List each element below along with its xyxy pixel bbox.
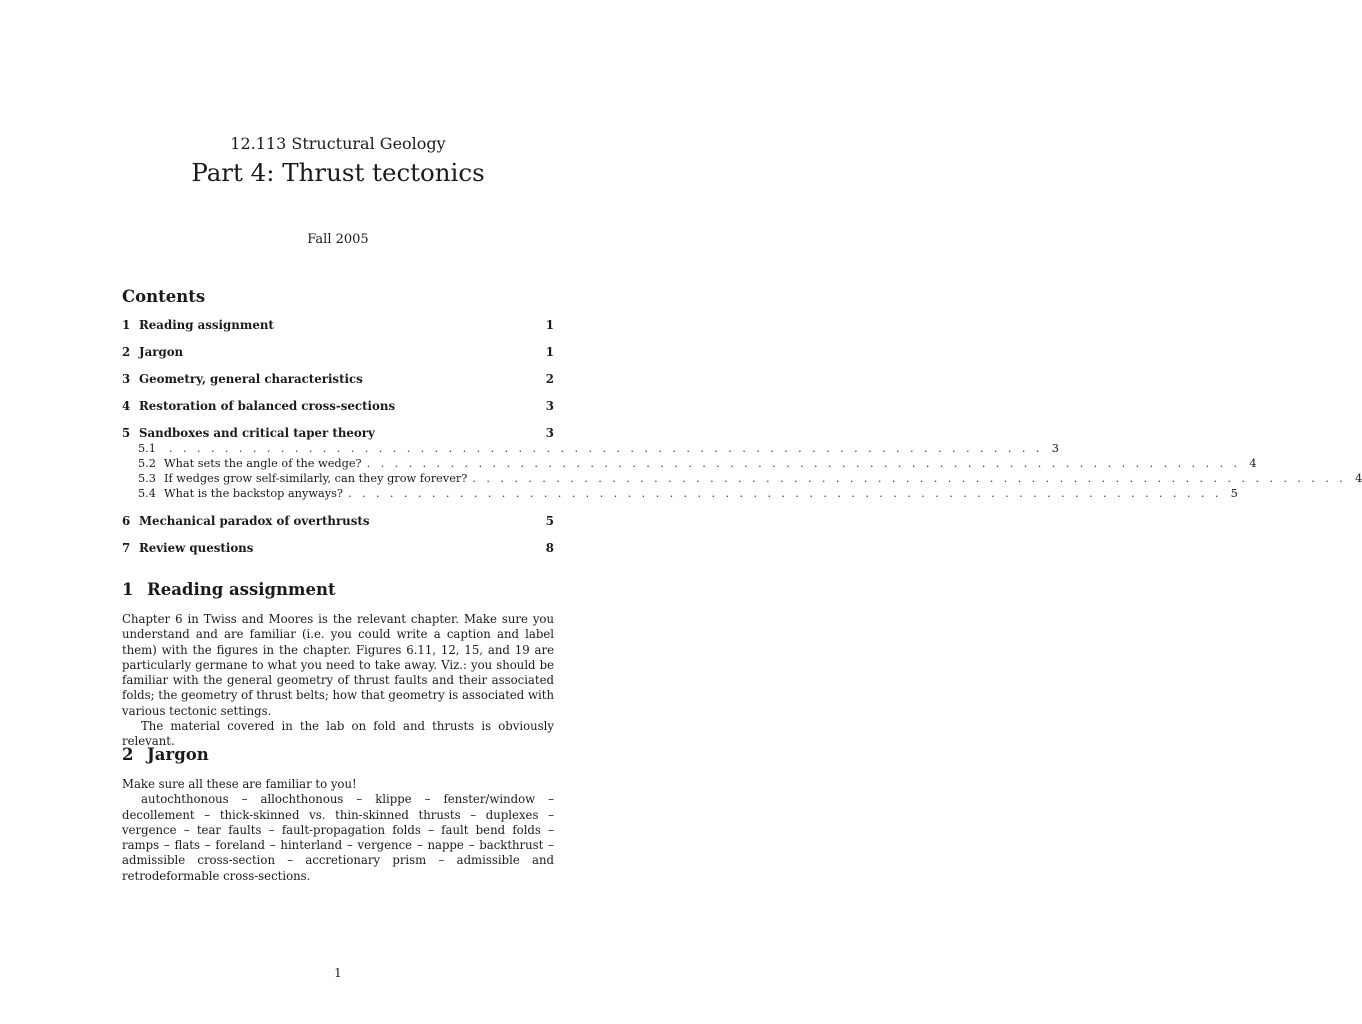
toc-entry[interactable] — [122, 318, 554, 332]
toc-subentry-number: 5.2 — [138, 457, 156, 470]
toc-leader-dots: . . . . . . . . . . . . . . . . . . . . . . . . . . . . . . . . . . . . . . . . . . . . . . . . . . . . . . . . . . . . . . . — [366, 457, 1241, 470]
toc-entry-title: Jargon — [139, 345, 184, 359]
toc-subentry-page: 5 — [1230, 487, 1238, 500]
toc-entry-number: 7 — [122, 541, 131, 555]
toc-subentry[interactable] — [138, 442, 1059, 455]
toc-entry-page: 2 — [545, 372, 554, 386]
toc-entry-number: 2 — [122, 345, 131, 359]
contents-heading: Contents — [122, 287, 206, 306]
toc-entry-number: 3 — [122, 372, 131, 386]
toc-entry[interactable] — [122, 514, 554, 528]
section-body — [122, 612, 554, 750]
toc-entry[interactable] — [122, 345, 554, 359]
section-number: 2 — [122, 745, 134, 764]
toc-entry-title: Restoration of balanced cross-sections — [139, 399, 396, 413]
toc-entry-title: Review questions — [139, 541, 254, 555]
toc-entry-page: 3 — [545, 399, 554, 413]
course-title: 12.113 Structural Geology — [230, 134, 446, 153]
toc-entry-number: 4 — [122, 399, 131, 413]
toc-subentry-number: 5.4 — [138, 487, 156, 500]
toc-subentry-title: What is the backstop anyways? — [164, 487, 343, 500]
page-number: 1 — [334, 966, 342, 980]
toc-entry-page: 8 — [545, 541, 554, 555]
toc-subentry-title: What sets the angle of the wedge? — [164, 457, 362, 470]
paragraph: The material covered in the lab on fold and thrusts is obviously relevant. — [122, 719, 554, 749]
toc-entry-title: Reading assignment — [139, 318, 274, 332]
paragraph: Chapter 6 in Twiss and Moores is the relevant chapter. Make sure you understand and are familiar (i.e. you could write a caption and label them) with the figures in the chapter. Figures 6.11, 12, 15, and 19 are particularly germane to what you need to take away. Viz.: you should be familiar with the general geometry of thrust faults and their associated folds; the geometry of thrust belts; how that geometry is associated with various tectonic settings. — [122, 612, 554, 718]
toc-entry-page: 5 — [545, 514, 554, 528]
toc-subentry-page: 4 — [1249, 457, 1257, 470]
toc-entry-number: 1 — [122, 318, 131, 332]
toc-entry-page: 1 — [545, 318, 554, 332]
toc-subentry-title: If wedges grow self-similarly, can they grow forever? — [164, 472, 468, 485]
toc-subentry[interactable] — [138, 457, 1257, 470]
toc-subentry[interactable] — [138, 472, 1362, 485]
toc-entry[interactable] — [122, 399, 554, 413]
toc-entry-title: Mechanical paradox of overthrusts — [139, 514, 370, 528]
toc-subentry-page: 3 — [1051, 442, 1059, 455]
document-date: Fall 2005 — [307, 232, 369, 247]
toc-entry-page: 3 — [545, 426, 554, 440]
section-title: Reading assignment — [147, 580, 336, 599]
toc-leader-dots: . . . . . . . . . . . . . . . . . . . . . . . . . . . . . . . . . . . . . . . . . . . . . . . . . . . . . . . . . . . . . . . — [472, 472, 1347, 485]
section-heading — [122, 580, 336, 599]
toc-subentry-number: 5.1 — [138, 442, 156, 455]
toc-entry[interactable] — [122, 372, 554, 386]
paragraph: autochthonous – allochthonous – klippe – fenster/window – decollement – thick-skinned vs. thin-skinned thrusts – duplexes – vergence – tear faults – fault-propagation folds – fault bend folds – ramps – flats – foreland – hinterland – vergence – nappe – backthrust – admissible cross-section – accretionary prism – admissible and retrodeformable cross-sections. — [122, 792, 554, 883]
toc-entry-page: 1 — [545, 345, 554, 359]
section-heading — [122, 745, 209, 764]
toc-subentry-page: 4 — [1355, 472, 1362, 485]
toc-entry-title: Sandboxes and critical taper theory — [139, 426, 375, 440]
toc-entry-number: 6 — [122, 514, 131, 528]
section-body — [122, 777, 554, 884]
toc-entry[interactable] — [122, 541, 554, 555]
toc-entry-number: 5 — [122, 426, 131, 440]
toc-entry-title: Geometry, general characteristics — [139, 372, 363, 386]
toc-entry[interactable] — [122, 426, 554, 440]
toc-leader-dots: . . . . . . . . . . . . . . . . . . . . . . . . . . . . . . . . . . . . . . . . . . . . . . . . . . . . . . . . . . . . . . . — [347, 487, 1222, 500]
toc-subentry[interactable] — [138, 487, 1238, 500]
document-title: Part 4: Thrust tectonics — [191, 158, 485, 187]
section-title: Jargon — [147, 745, 209, 764]
toc-subentry-number: 5.3 — [138, 472, 156, 485]
toc-leader-dots: . . . . . . . . . . . . . . . . . . . . . . . . . . . . . . . . . . . . . . . . . . . . . . . . . . . . . . . . . . . . . . . — [169, 442, 1043, 455]
paragraph: Make sure all these are familiar to you! — [122, 777, 357, 791]
section-number: 1 — [122, 580, 134, 599]
